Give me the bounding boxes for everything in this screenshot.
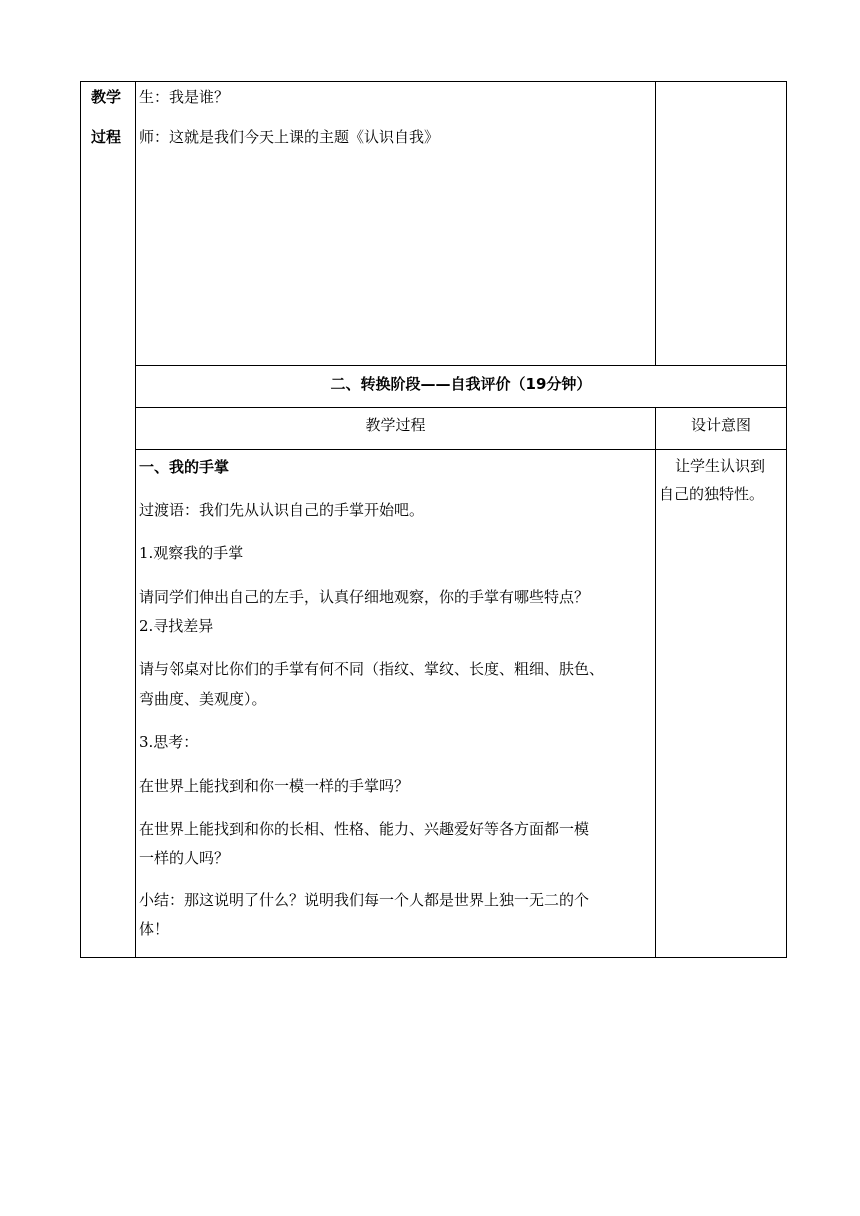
table-border-right xyxy=(786,81,787,958)
step1-title: 1.观察我的手掌 xyxy=(139,544,244,562)
row-divider-1 xyxy=(135,365,787,366)
intent-column-divider-top xyxy=(655,81,656,366)
step2-text-line-1: 请与邻桌对比你们的手掌有何不同（指纹、掌纹、长度、粗细、肤色、 xyxy=(139,660,605,678)
intent-column-divider-bottom xyxy=(655,407,656,958)
step3-title: 3.思考： xyxy=(139,733,199,751)
step2-title: 2.寻找差异 xyxy=(139,617,214,635)
section-heading: 一、我的手掌 xyxy=(139,458,230,476)
side-label-line-1: 教学 xyxy=(91,88,122,106)
summary-line-1: 小结：那这说明了什么？说明我们每一个人都是世界上独一无二的个 xyxy=(139,891,590,909)
row-divider-2 xyxy=(135,407,787,408)
step2-text-line-2: 弯曲度、美观度）。 xyxy=(139,690,267,708)
side-label-line-2: 过程 xyxy=(91,128,122,146)
stage-heading: 二、转换阶段——自我评价（19分钟） xyxy=(330,375,592,393)
design-intent-line-2: 自己的独特性。 xyxy=(659,485,765,503)
question-1: 在世界上能找到和你一模一样的手掌吗？ xyxy=(139,777,410,795)
dialogue-teacher: 师：这就是我们今天上课的主题《认识自我》 xyxy=(139,128,440,146)
row-divider-3 xyxy=(135,449,787,450)
question-2-line-2: 一样的人吗？ xyxy=(139,849,230,867)
side-column-divider xyxy=(135,81,136,958)
table-border-left xyxy=(80,81,81,958)
dialogue-student: 生：我是谁？ xyxy=(139,88,230,106)
table-border-top xyxy=(80,81,787,82)
design-intent-line-1: 让学生认识到 xyxy=(675,457,766,475)
step1-text: 请同学们伸出自己的左手，认真仔细地观察，你的手掌有哪些特点？ xyxy=(139,588,590,606)
transition-text: 过渡语：我们先从认识自己的手掌开始吧。 xyxy=(139,501,425,519)
column-header-process: 教学过程 xyxy=(365,416,426,434)
summary-line-2: 体！ xyxy=(139,920,170,938)
column-header-intent: 设计意图 xyxy=(690,416,751,434)
question-2-line-1: 在世界上能找到和你的长相、性格、能力、兴趣爱好等各方面都一模 xyxy=(139,820,590,838)
table-border-bottom xyxy=(80,957,787,958)
